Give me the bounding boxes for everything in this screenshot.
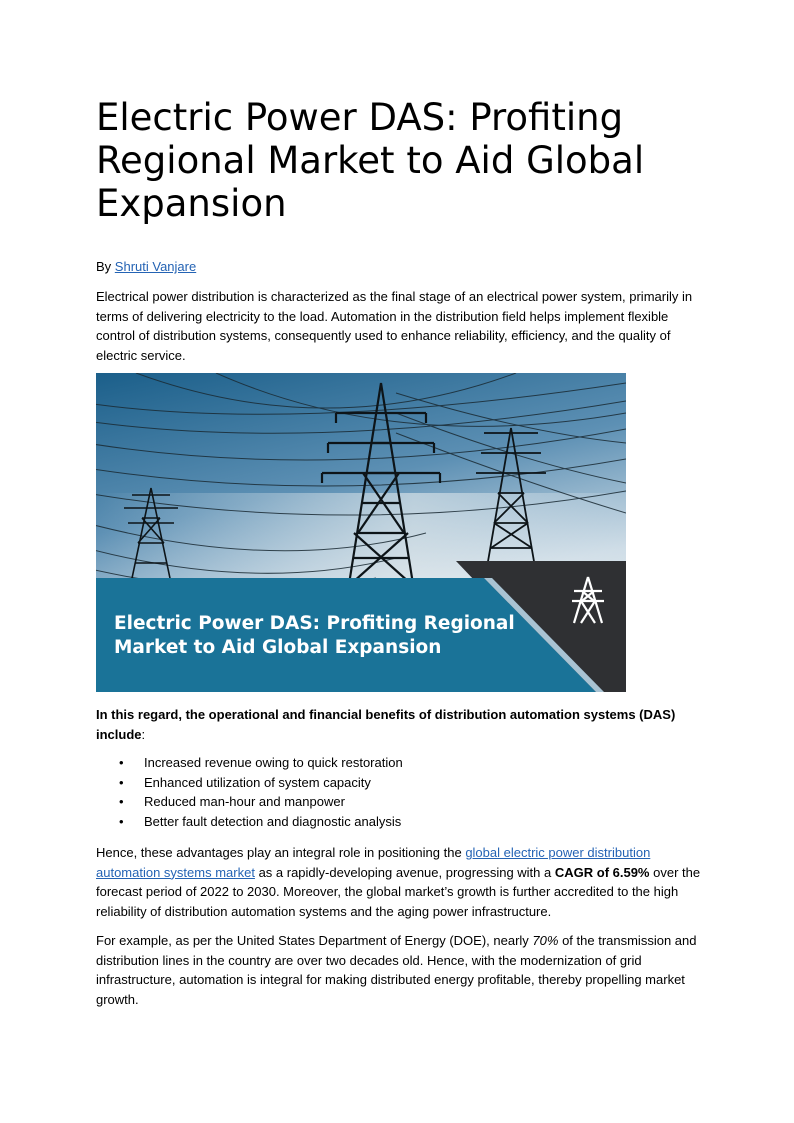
document-page <box>96 96 701 1007</box>
hero-title-line-2: Market to Aid Global Expansion <box>114 637 442 658</box>
paragraph-text: as a rapidly-developing avenue, progressing with a <box>254 864 555 880</box>
percentage-highlight: 70% <box>532 933 559 948</box>
benefits-intro-colon: : <box>141 726 146 742</box>
article-title: Electric Power DAS: Profiting Regional Market to Aid Global Expansion <box>96 96 645 225</box>
list-item-text: Enhanced utilization of system capacity <box>144 774 371 790</box>
bullet-glyph: • <box>119 755 124 770</box>
intro-paragraph: Electrical power distribution is characterized as the final stage of an electrical power system, primarily in terms of delivering electricity to the load. Automation in the distribution field helps implement flexible control of distribution systems, consequently used to enhance reliability, efficiency, and the quality of electric service. <box>96 289 693 363</box>
benefits-list <box>96 753 403 831</box>
list-item-text: Reduced man-hour and manpower <box>144 794 345 810</box>
byline <box>96 257 196 276</box>
bullet-glyph: • <box>119 813 124 829</box>
list-item-text: Better fault detection and diagnostic analysis <box>144 813 402 829</box>
benefits-intro-bold: In this regard, the operational and financial benefits of distribution automation systems (DAS) include <box>96 707 676 742</box>
doe-paragraph <box>96 931 702 1009</box>
paragraph-text: For example, as per the United States Department of Energy (DOE), nearly <box>96 933 533 948</box>
paragraph-text: Hence, these advantages play an integral role in positioning the <box>96 845 466 860</box>
byline-prefix: By <box>96 259 112 274</box>
bullet-glyph: • <box>119 794 124 810</box>
hero-image <box>96 373 626 692</box>
market-report-link[interactable]: global electric power distribution automation systems market <box>96 845 651 880</box>
market-paragraph <box>96 843 702 921</box>
bullet-glyph: • <box>119 774 124 790</box>
list-item <box>96 753 403 773</box>
author-link[interactable]: Shruti Vanjare <box>114 259 197 274</box>
benefits-intro <box>96 705 702 744</box>
list-item <box>96 812 403 832</box>
list-item <box>96 773 403 793</box>
list-item <box>96 792 403 812</box>
paragraph-text: over the forecast period of 2022 to 2030. Moreover, the global market’s growth is further accredited to the high reliability of distribution automation systems and the aging power infrastructure. <box>96 864 701 919</box>
list-item-text: Increased revenue owing to quick restoration <box>144 755 403 770</box>
paragraph-text: of the transmission and distribution lines in the country are over two decades old. Hence, with the modernization of grid infrastructure, automation is integral for making distributed energy profitable, thereby propelling market growth. <box>96 933 697 1007</box>
hero-title-line-1: Electric Power DAS: Profiting Regional <box>114 613 515 634</box>
cagr-highlight: CAGR of 6.59% <box>554 864 650 880</box>
